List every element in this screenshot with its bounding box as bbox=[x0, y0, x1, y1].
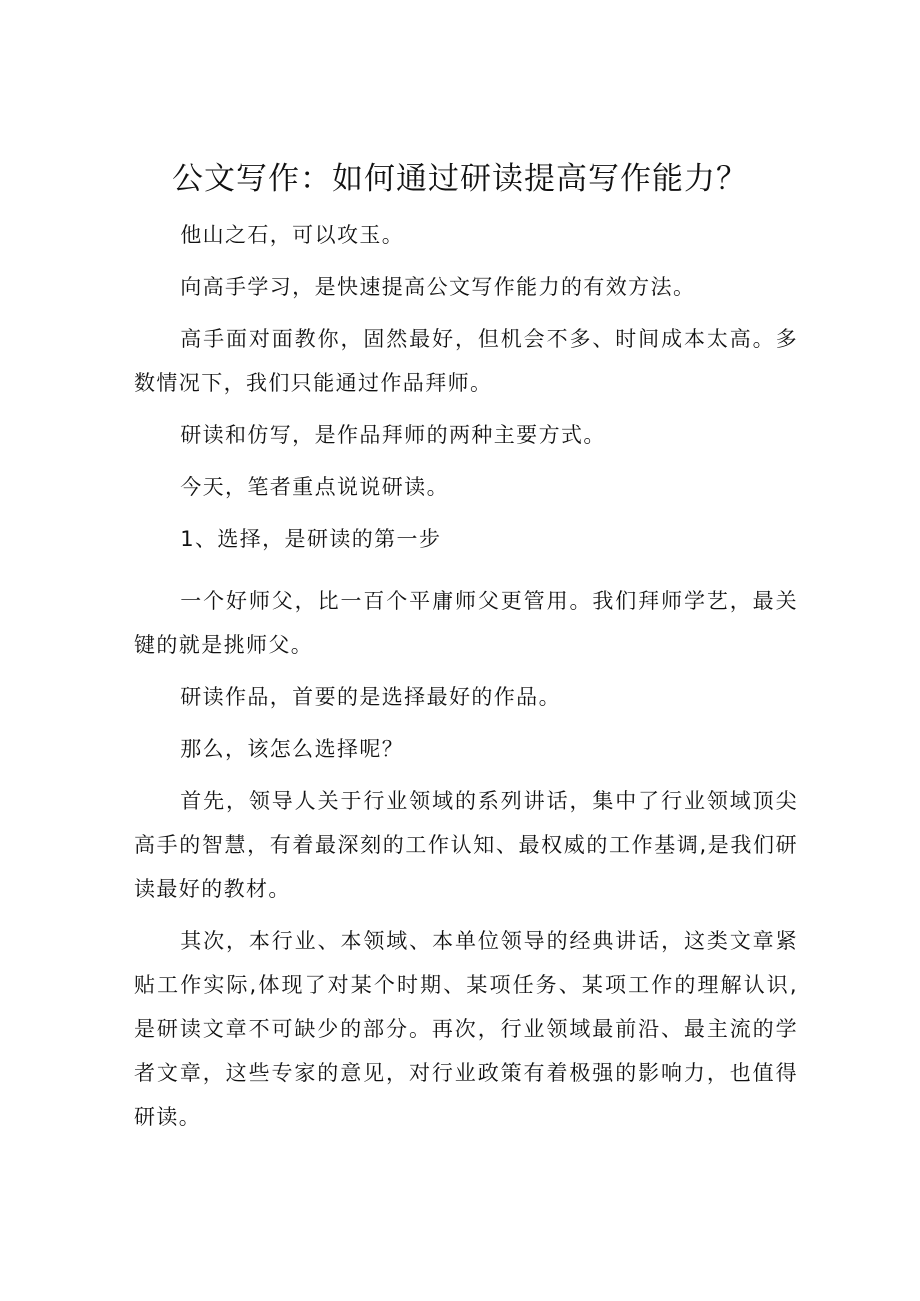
paragraph-10: 其次，本行业、本领域、本单位领导的经典讲话，这类文章紧贴工作实际,体现了对某个时期、某项任务、某项工作的理解认识,是研读文章不可缺少的部分。再次，行业领域最前沿、最主流的学者文章，这些专家的意见，对行业政策有着极强的影响力，也值得研读。 bbox=[134, 929, 798, 1129]
document-title: 公文写作：如何通过研读提高写作能力？ bbox=[172, 161, 748, 197]
paragraph-5: 今天，笔者重点说说研读。 bbox=[180, 475, 449, 499]
section-heading-1: 1、选择，是研读的第一步 bbox=[180, 527, 442, 551]
paragraph-2: 向高手学习，是快速提高公文写作能力的有效方法。 bbox=[180, 275, 696, 299]
paragraph-3: 高手面对面教你，固然最好，但机会不多、时间成本太高。多数情况下，我们只能通过作品拜师。 bbox=[134, 327, 798, 395]
paragraph-4: 研读和仿写，是作品拜师的两种主要方式。 bbox=[180, 423, 606, 447]
paragraph-6: 一个好师父，比一百个平庸师父更管用。我们拜师学艺，最关键的就是挑师父。 bbox=[134, 589, 798, 657]
paragraph-7: 研读作品，首要的是选择最好的作品。 bbox=[180, 685, 561, 709]
document-body bbox=[134, 213, 798, 1147]
paragraph-8: 那么，该怎么选择呢？ bbox=[180, 737, 405, 761]
paragraph-1: 他山之石，可以攻玉。 bbox=[180, 223, 405, 247]
paragraph-9: 首先，领导人关于行业领域的系列讲话，集中了行业领域顶尖高手的智慧，有着最深刻的工作认知、最权威的工作基调,是我们研读最好的教材。 bbox=[134, 789, 798, 901]
